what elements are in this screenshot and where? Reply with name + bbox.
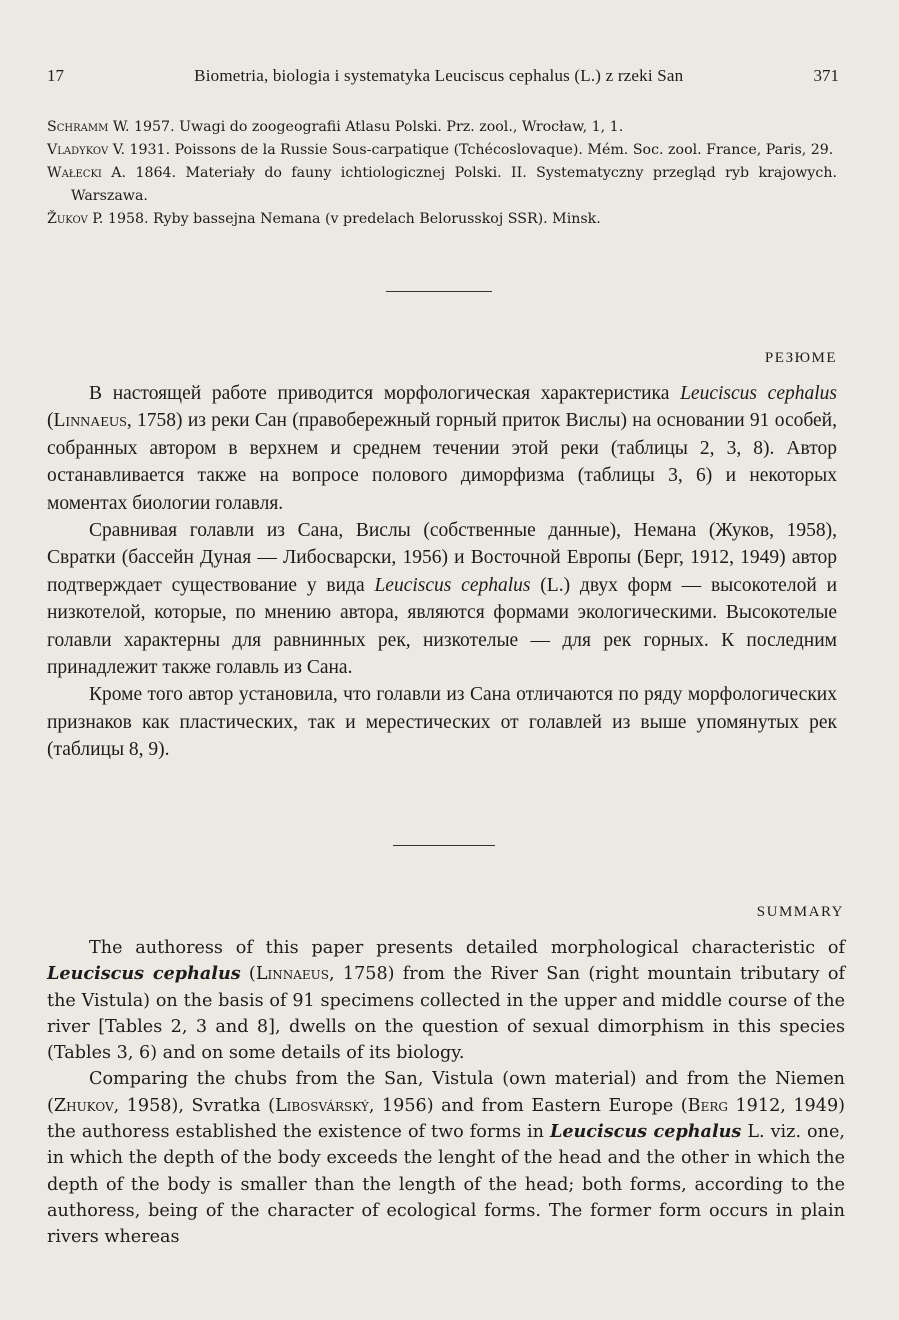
author-name: Linnaeus [53, 410, 127, 432]
page-number: 371 [813, 66, 839, 85]
text-run: Comparing the chubs from the San, Vistula (own material) and from the Niemen ( [47, 1069, 845, 1116]
text-run: ( [47, 410, 54, 432]
summary-paragraph [47, 935, 845, 1066]
reference-text: V. 1931. Poissons de la Russie Sous-carpatique (Tchécoslovaque). Mém. Soc. zool. France, Paris, 29. [108, 142, 834, 158]
reference-text: P. 1958. Ryby bassejna Nemana (v predelach Belorusskoj SSR). Minsk. [87, 211, 601, 227]
text-run: , 1958), Svratka ( [113, 1095, 275, 1116]
text-run: ( [240, 964, 256, 985]
reference-entry [47, 116, 837, 139]
reference-entry [47, 139, 837, 162]
species-name: Leuciscus cephalus [680, 383, 837, 404]
summary-paragraph [47, 1066, 845, 1250]
resume-paragraph: Кроме того автор установила, что голавли из Сана отличаются по ряду морфологических признаков как пластических, так и мерестических от голавлей из выше упомянутых рек (таблицы 8, 9). [47, 684, 837, 761]
running-title: Biometria, biologia i systematyka Leuciscus cephalus (L.) z rzeki San [194, 66, 684, 85]
summary-body [47, 935, 845, 1251]
text-run: В настоящей работе приводится морфологическая характеристика [89, 383, 681, 404]
species-name: Leuciscus cephalus [47, 963, 241, 985]
text-run: (L.) двух форм — высокотелой и низкотелой, которые, по мнению автора, являются формами экологическими. Высокотелые голавли характерны для равнинных рек, низкотелые — для рек горных. К последним принадлежит также голавль из Сана. [47, 574, 838, 679]
text-run: L. viz. one, in which the depth of the body exceeds the lenght of the head and the other in which the depth of the body is smaller than the length of the head; both forms, according to the authoress, being of the character of ecological forms. The former form occurs in plain rivers whereas [47, 1122, 845, 1248]
text-run: , 1758) from the River San (right mountain tributary of the Vistula) on the basis of 91 specimens collected in the upper and middle course of the river [Tables 2, 3 and 8], dwells on the question of sexual dimorphism in this species (Tables 3, 6) and on some details of its biology. [47, 964, 845, 1064]
reference-text: A. 1864. Materiały do fauny ichtiologicznej Polski. II. Systematyczny przegląd ryb krajowych. Warszawa. [71, 165, 837, 204]
text-run: Сравнивая голавли из Сана, Вислы (собственные данные), Немана (Жуков, 1958), Свратки (бассейн Дуная — Либосварски, 1956) и Восточной Европы (Берг, 1912, 1949) автор подтверждает существование у вида [47, 520, 837, 596]
author-name: Linnaeus [255, 964, 329, 985]
species-name: Leuciscus cephalus [549, 1121, 742, 1143]
header-left-number: 17 [47, 66, 64, 85]
text-run: The authoress of this paper presents detailed morphological characteristic of [89, 938, 845, 958]
author-name: Berg [687, 1095, 728, 1116]
section-divider [386, 291, 492, 292]
reference-author: Wałecki [47, 165, 102, 181]
resume-paragraph [47, 380, 837, 517]
resume-paragraph [47, 517, 837, 681]
text-run: 1912, 1949) the authoress established the existence of two forms in [47, 1095, 845, 1143]
reference-entry [47, 208, 837, 231]
reference-author: Schramm [47, 119, 109, 135]
summary-heading: SUMMARY [756, 904, 844, 920]
resume-body [47, 380, 837, 764]
section-divider [393, 845, 495, 846]
reference-list [47, 116, 837, 231]
running-header [47, 66, 839, 86]
resume-heading: РЕЗЮМЕ [764, 350, 837, 366]
text-run: , 1758) из реки Сан (правобережный горный приток Вислы) на основании 91 особей, собранных автором в верхнем и среднем течении этой реки (таблицы 2, 3, 8). Автор останавливается также на вопросе полового диморфизма (таблицы 3, 6) и некоторых моментах биологии голавля. [47, 410, 837, 514]
author-name: Zhukov [53, 1095, 114, 1116]
reference-author: Vladykov [47, 142, 109, 158]
text-run: , 1956) and from Eastern Europe ( [368, 1095, 688, 1116]
species-name: Leuciscus cephalus [374, 574, 531, 596]
reference-author: Žukov [47, 211, 88, 227]
reference-text: W. 1957. Uwagi do zoogeografii Atlasu Polski. Prz. zool., Wrocław, 1, 1. [108, 119, 624, 135]
reference-entry [47, 162, 837, 208]
author-name: Libosvárský [274, 1095, 369, 1116]
